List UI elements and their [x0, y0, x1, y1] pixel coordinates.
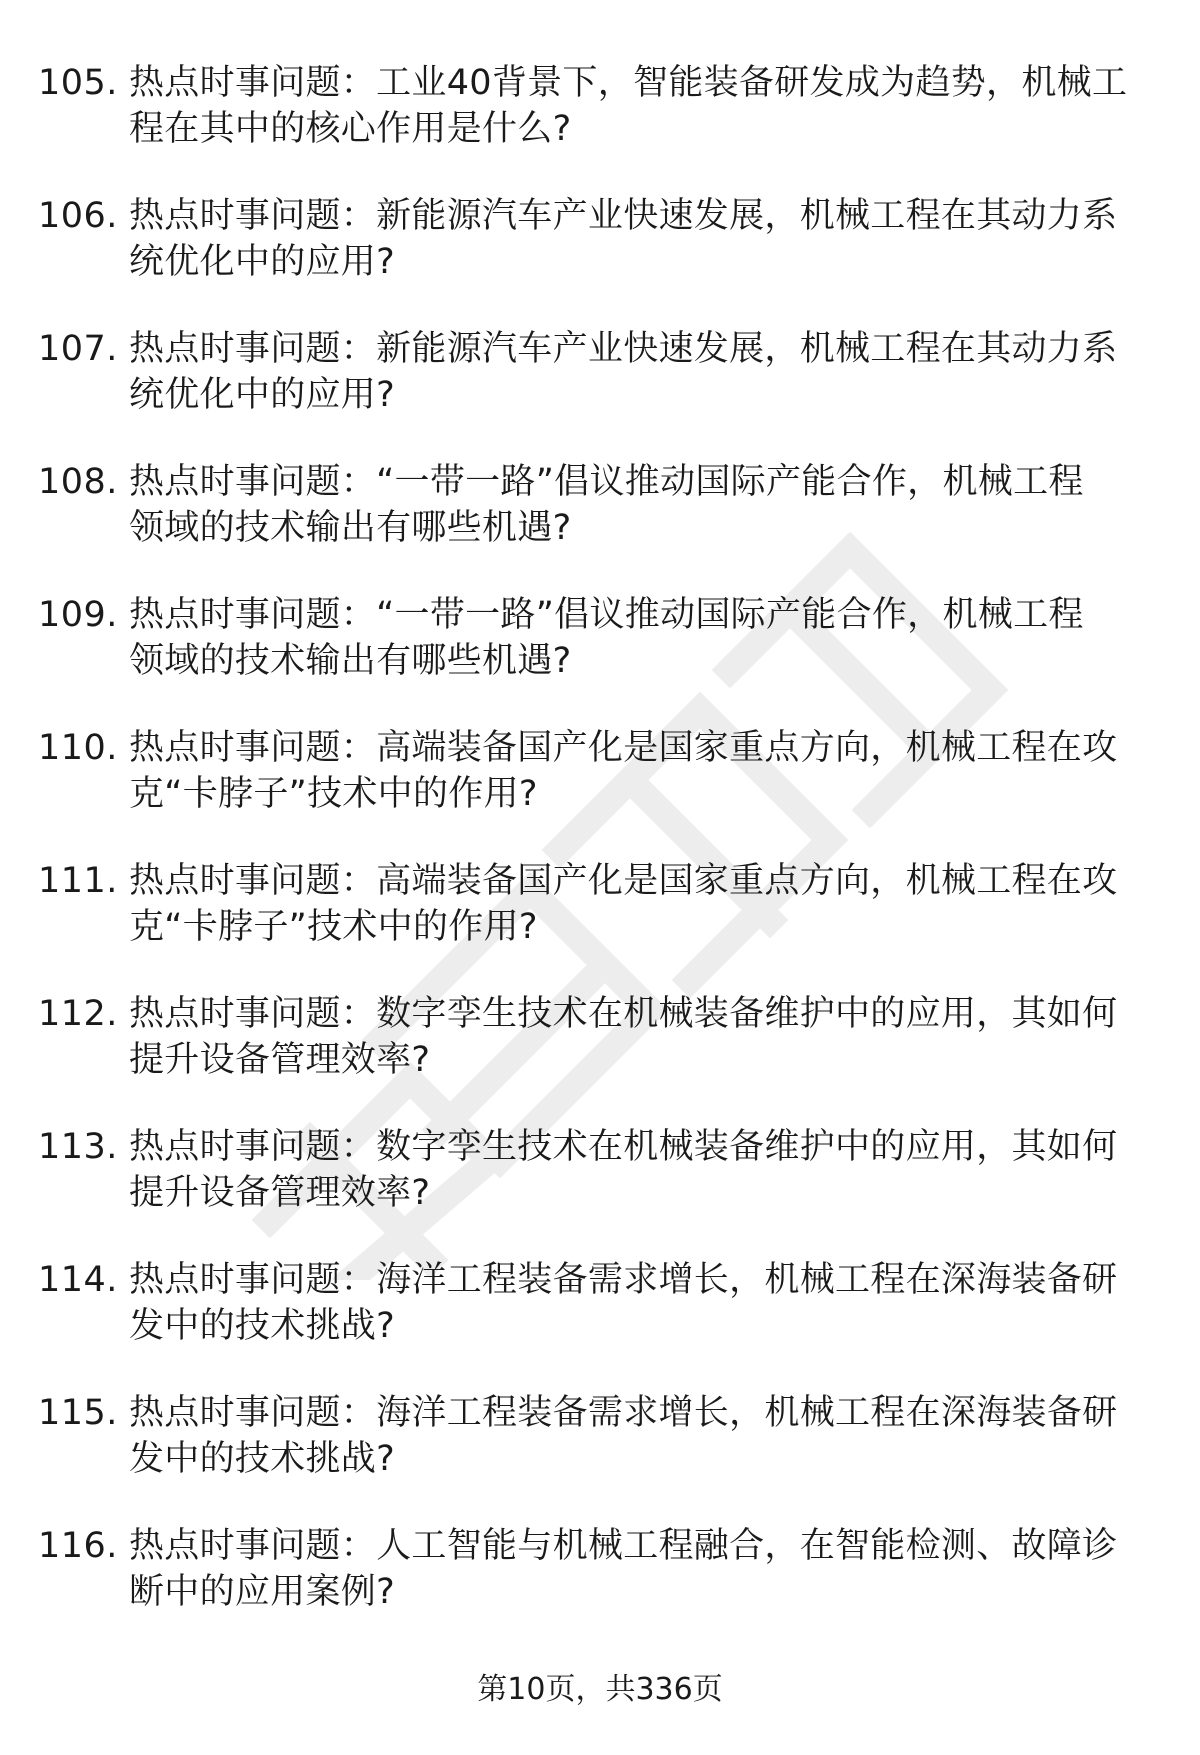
question-number: 114. [38, 1260, 118, 1300]
question-text: 热点时事问题：新能源汽车产业快速发展，机械工程在其动力系 统优化中的应用? [129, 196, 1118, 282]
page-footer: 第10页，共336页 [477, 1672, 723, 1707]
question-text: 热点时事问题：高端装备国产化是国家重点方向，机械工程在攻 克“卡脖子”技术中的作用? [129, 861, 1118, 947]
question-text: 热点时事问题：数字孪生技术在机械装备维护中的应用，其如何 提升设备管理效率? [129, 994, 1118, 1080]
list-item [38, 193, 1158, 326]
question-text: 热点时事问题：海洋工程装备需求增长，机械工程在深海装备研 发中的技术挑战? [129, 1260, 1118, 1346]
question-number: 116. [38, 1526, 118, 1566]
question-text: 热点时事问题：“一带一路”倡议推动国际产能合作，机械工程 领域的技术输出有哪些机遇? [129, 595, 1084, 681]
question-number: 108. [38, 462, 118, 502]
question-text: 热点时事问题：工业40背景下，智能装备研发成为趋势，机械工 程在其中的核心作用是什么? [129, 63, 1128, 149]
question-number: 112. [38, 994, 118, 1034]
question-number: 106. [38, 196, 118, 236]
question-text: 热点时事问题：“一带一路”倡议推动国际产能合作，机械工程 领域的技术输出有哪些机遇? [129, 462, 1084, 548]
question-number: 107. [38, 329, 118, 369]
question-number: 113. [38, 1127, 118, 1167]
list-item [38, 459, 1158, 592]
question-number: 111. [38, 861, 118, 901]
list-item [38, 592, 1158, 725]
list-item [38, 991, 1158, 1124]
question-list [38, 60, 1158, 1656]
question-text: 热点时事问题：新能源汽车产业快速发展，机械工程在其动力系 统优化中的应用? [129, 329, 1118, 415]
list-item [38, 60, 1158, 193]
question-text: 热点时事问题：高端装备国产化是国家重点方向，机械工程在攻 克“卡脖子”技术中的作用? [129, 728, 1118, 814]
list-item [38, 1390, 1158, 1523]
list-item [38, 1257, 1158, 1390]
question-number: 109. [38, 595, 118, 635]
question-text: 热点时事问题：海洋工程装备需求增长，机械工程在深海装备研 发中的技术挑战? [129, 1393, 1118, 1479]
list-item [38, 326, 1158, 459]
question-number: 105. [38, 63, 118, 103]
list-item [38, 725, 1158, 858]
question-number: 110. [38, 728, 118, 768]
question-text: 热点时事问题：数字孪生技术在机械装备维护中的应用，其如何 提升设备管理效率? [129, 1127, 1118, 1213]
list-item [38, 1124, 1158, 1257]
list-item [38, 858, 1158, 991]
list-item [38, 1523, 1158, 1656]
question-number: 115. [38, 1393, 118, 1433]
question-text: 热点时事问题：人工智能与机械工程融合，在智能检测、故障诊 断中的应用案例? [129, 1526, 1118, 1612]
